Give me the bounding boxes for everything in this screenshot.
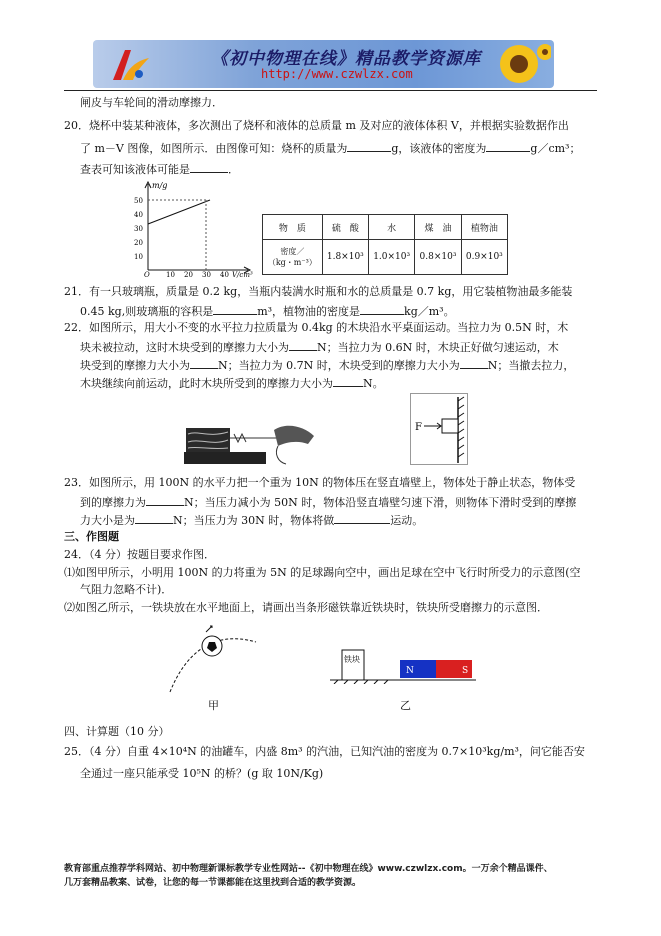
question-22-line3: 块受到的摩擦力大小为 N；当拉力为 0.7N 时，木块受到的摩擦力大小为 N；当撤去拉力， <box>80 356 574 374</box>
question-22: 22．如图所示，用大小不变的水平拉力拉质量为 0.4kg 的木块沿水平桌面运动。当拉力为 0.5N 时，木 <box>64 321 569 334</box>
graph-ytick: 30 <box>134 225 143 233</box>
iron-block-label: 铁块 <box>344 655 360 664</box>
graph-xtick: 20 <box>184 271 193 278</box>
question-25: 25．（4 分）自重 4×10⁴N 的油罐车，内盛 8m³ 的汽油，已知汽油的密度为 0.7×10³kg/m³，问它能否安 <box>64 745 585 758</box>
table-header-cell: 煤 油 <box>415 215 461 240</box>
question-21-line2: 0.45 kg,则玻璃瓶的容积是 m³，植物油的密度是 kg／m³。 <box>80 302 455 320</box>
table-header-cell: 硫 酸 <box>322 215 368 240</box>
magnet-n-label: N <box>406 666 414 676</box>
banner-title: 《初中物理在线》精品教学资源库 <box>211 49 481 69</box>
text-line: 闸皮与车轮间的滑动摩擦力． <box>80 96 223 109</box>
football-figure <box>160 612 270 698</box>
answer-blank[interactable] <box>190 160 228 173</box>
block-pull-figure <box>182 418 322 468</box>
answer-blank[interactable] <box>334 511 390 524</box>
figure-caption: 甲 <box>208 699 219 712</box>
m-v-graph <box>128 178 260 278</box>
magnet-figure <box>328 642 480 684</box>
question-24-part2: ⑵如图乙所示，一铁块放在水平地面上，请画出当条形磁铁靠近铁块时，铁块所受磨擦力的示意图． <box>64 601 548 614</box>
figure-caption: 乙 <box>400 699 411 712</box>
answer-blank[interactable] <box>213 302 257 315</box>
graph-ytick: 40 <box>134 211 143 219</box>
header-banner <box>93 40 554 88</box>
question-22-line2: 块未被拉动，这时木块受到的摩擦力大小为 N；当拉力为 0.6N 时，木块正好做匀速运动，木 <box>80 338 559 356</box>
table-header-row <box>263 215 508 240</box>
question-20-line2: 了 m－V 图像，如图所示．由图像可知：烧杯的质量为 g，该液体的密度为 g／cm³； <box>80 139 580 157</box>
page-footer <box>64 862 604 890</box>
question-21: 21．有一只玻璃瓶，质量是 0.2 kg，当瓶内装满水时瓶和水的总质量是 0.7 kg，用它装植物油最多能装 <box>64 285 573 298</box>
section-title: 三、作图题 <box>64 530 119 543</box>
section-title: 四、计算题（10 分） <box>64 725 170 738</box>
question-23: 23．如图所示，用 100N 的水平力把一个重为 10N 的物体压在竖直墙壁上，物体处于静止状态，物体受 <box>64 476 576 489</box>
table-header-cell: 植物油 <box>461 215 507 240</box>
table-row <box>263 240 508 275</box>
graph-xlabel: V/cm³ <box>232 271 253 278</box>
table-cell: 0.8×10³ <box>415 240 461 275</box>
density-table <box>262 214 508 275</box>
question-24-part1: ⑴如图甲所示，小明用 100N 的力将重为 5N 的足球踢向空中，画出足球在空中飞行时所受力的示意图(空 <box>64 566 581 579</box>
graph-xtick: 40 <box>220 271 229 278</box>
graph-ytick: 50 <box>134 197 143 205</box>
graph-ylabel: m/g <box>152 181 168 190</box>
question-23-line3: 力大小是为 N；当压力为 30N 时，物体将做 运动。 <box>80 511 423 529</box>
answer-blank[interactable] <box>190 356 218 369</box>
question-24-part1-line2: 气阻力忽略不计)． <box>80 583 173 596</box>
graph-xtick: 30 <box>202 271 211 278</box>
force-label: F <box>415 422 422 433</box>
sunflower-icon <box>489 42 551 86</box>
graph-ytick: 20 <box>134 239 143 247</box>
question-20-line3: 查表可知该液体可能是 ． <box>80 160 239 178</box>
table-cell: 1.8×10³ <box>322 240 368 275</box>
answer-blank[interactable] <box>146 493 184 506</box>
answer-blank[interactable] <box>360 302 404 315</box>
answer-blank[interactable] <box>289 338 317 351</box>
graph-ytick: 10 <box>134 253 143 261</box>
table-header-cell: 物 质 <box>263 215 323 240</box>
header-rule <box>64 90 597 91</box>
question-24: 24．（4 分）按题目要求作图． <box>64 548 215 561</box>
answer-blank[interactable] <box>347 139 391 152</box>
wall-press-figure <box>410 393 468 465</box>
graph-xtick: 10 <box>166 271 175 278</box>
question-20: 20．烧杯中装某种液体，多次测出了烧杯和液体的总质量 m 及对应的液体体积 V，并根据实验数据作出 <box>64 119 569 132</box>
table-cell: 0.9×10³ <box>461 240 507 275</box>
question-22-line4: 木块继续向前运动，此时木块所受到的摩擦力大小为 N。 <box>80 374 384 392</box>
footer-line: 几万套精品教案、试卷，让您的每一节课都能在这里找到合适的教学资源。 <box>64 878 362 888</box>
answer-blank[interactable] <box>486 139 530 152</box>
table-cell: 1.0×10³ <box>368 240 414 275</box>
banner-url[interactable]: http://www.czwlzx.com <box>261 67 413 81</box>
answer-blank[interactable] <box>135 511 173 524</box>
answer-blank[interactable] <box>333 374 363 387</box>
magnet-s-label: S <box>462 666 469 676</box>
question-23-line2: 到的摩擦力为 N；当压力减小为 50N 时，物体沿竖直墙壁匀速下滑，则物体下滑时受到的摩擦 <box>80 493 576 511</box>
table-header-cell: 水 <box>368 215 414 240</box>
site-logo-icon <box>109 44 153 84</box>
table-row-label: 密度／ （kg・m⁻³） <box>263 240 323 275</box>
graph-xtick: O <box>144 271 150 278</box>
footer-line: 教育部重点推荐学科网站、初中物理新课标教学专业性网站--《初中物理在线》www.czwlzx.com。一万余个精品课件、 <box>64 864 553 874</box>
question-25-line2: 全通过一座只能承受 10⁵N 的桥？(g 取 10N/Kg) <box>80 767 324 780</box>
answer-blank[interactable] <box>460 356 488 369</box>
